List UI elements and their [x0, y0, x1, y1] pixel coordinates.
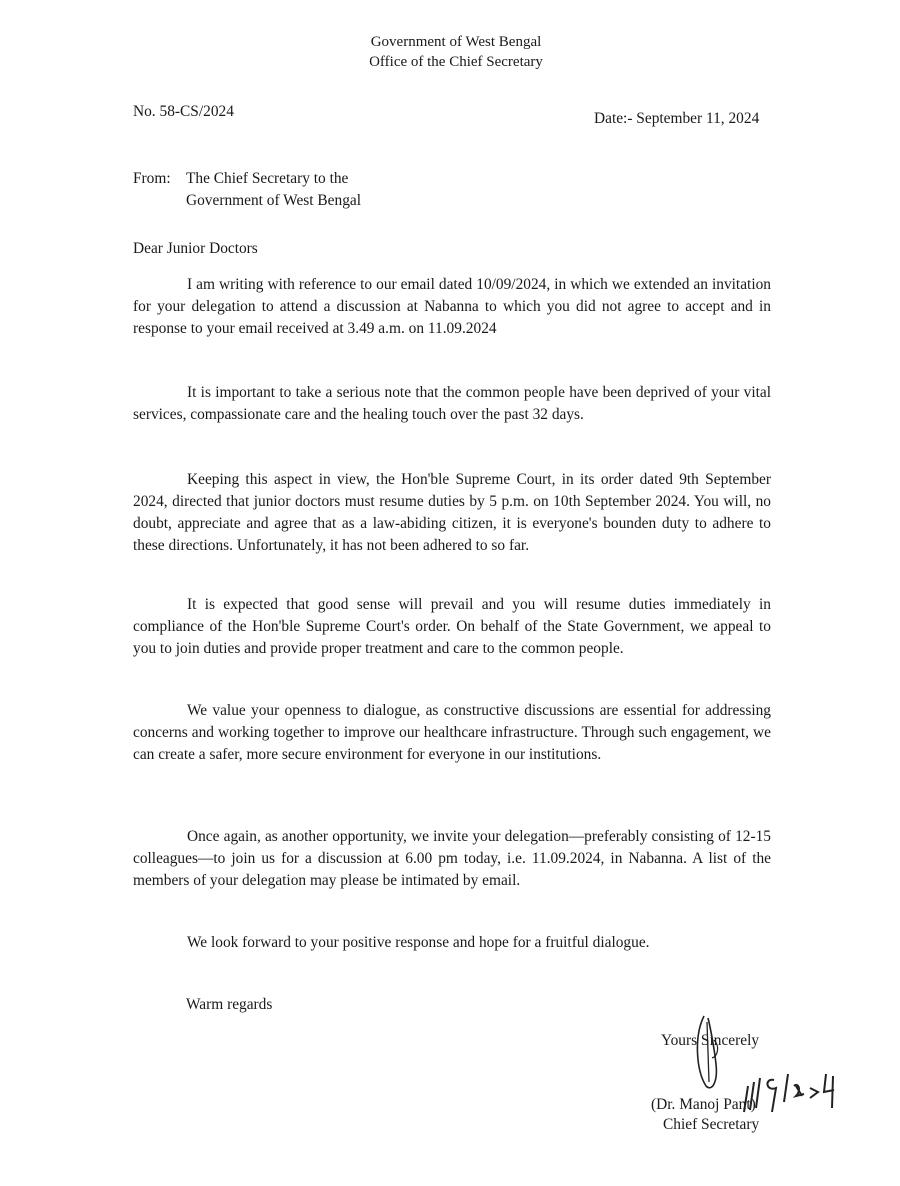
- from-line-1: The Chief Secretary to the: [186, 170, 349, 187]
- from-label: From:: [133, 170, 171, 187]
- salutation: Dear Junior Doctors: [133, 240, 258, 257]
- paragraph-3: Keeping this aspect in view, the Hon'ble Supreme Court, in its order dated 9th September 2024, directed that junior doctors must resume duties by 5 p.m. on 10th September 2024. You will, no doubt, appreciate and agree that as a law-abiding citizen, it is everyone's bounden duty to adhere to these directions. Unfortunately, it has not been adhered to so far.: [133, 471, 771, 554]
- paragraph-5: We value your openness to dialogue, as constructive discussions are essential for addressing concerns and working together to improve our healthcare infrastructure. Through such engagement, we can create a safer, more secure environment for everyone in our institutions.: [133, 702, 771, 763]
- letterhead-office: Office of the Chief Secretary: [369, 54, 543, 70]
- signatory-name: (Dr. Manoj Pant): [651, 1096, 756, 1113]
- letter-date: Date:- September 11, 2024: [594, 110, 760, 127]
- signatory-title: Chief Secretary: [663, 1116, 760, 1133]
- reference-number: No. 58-CS/2024: [133, 103, 234, 120]
- paragraph-7: We look forward to your positive response and hope for a fruitful dialogue.: [187, 934, 650, 951]
- handwritten-date: [738, 1064, 842, 1120]
- from-line-2: Government of West Bengal: [186, 192, 361, 209]
- paragraph-6: Once again, as another opportunity, we invite your delegation—preferably consisting of 12-15 colleagues—to join us for a discussion at 6.00 pm today, i.e. 11.09.2024, in Nabanna. A list of the members of your delegation may please be intimated by email.: [133, 828, 771, 889]
- closing-regards: Warm regards: [186, 996, 273, 1013]
- paragraph-4: It is expected that good sense will prevail and you will resume duties immediately in compliance of the Hon'ble Supreme Court's order. On behalf of the State Government, we appeal to you to join duties and provide proper treatment and care to the common people.: [133, 596, 771, 657]
- paragraph-2: It is important to take a serious note that the common people have been deprived of your vital services, compassionate care and the healing touch over the past 32 days.: [133, 384, 771, 423]
- letterhead-government: Government of West Bengal: [370, 34, 542, 50]
- paragraph-1: I am writing with reference to our email dated 10/09/2024, in which we extended an invitation for your delegation to attend a discussion at Nabanna to which you did not agree to accept and in response to your email received at 3.49 a.m. on 11.09.2024: [133, 276, 771, 337]
- yours-sincerely: Yours Sincerely: [661, 1032, 760, 1049]
